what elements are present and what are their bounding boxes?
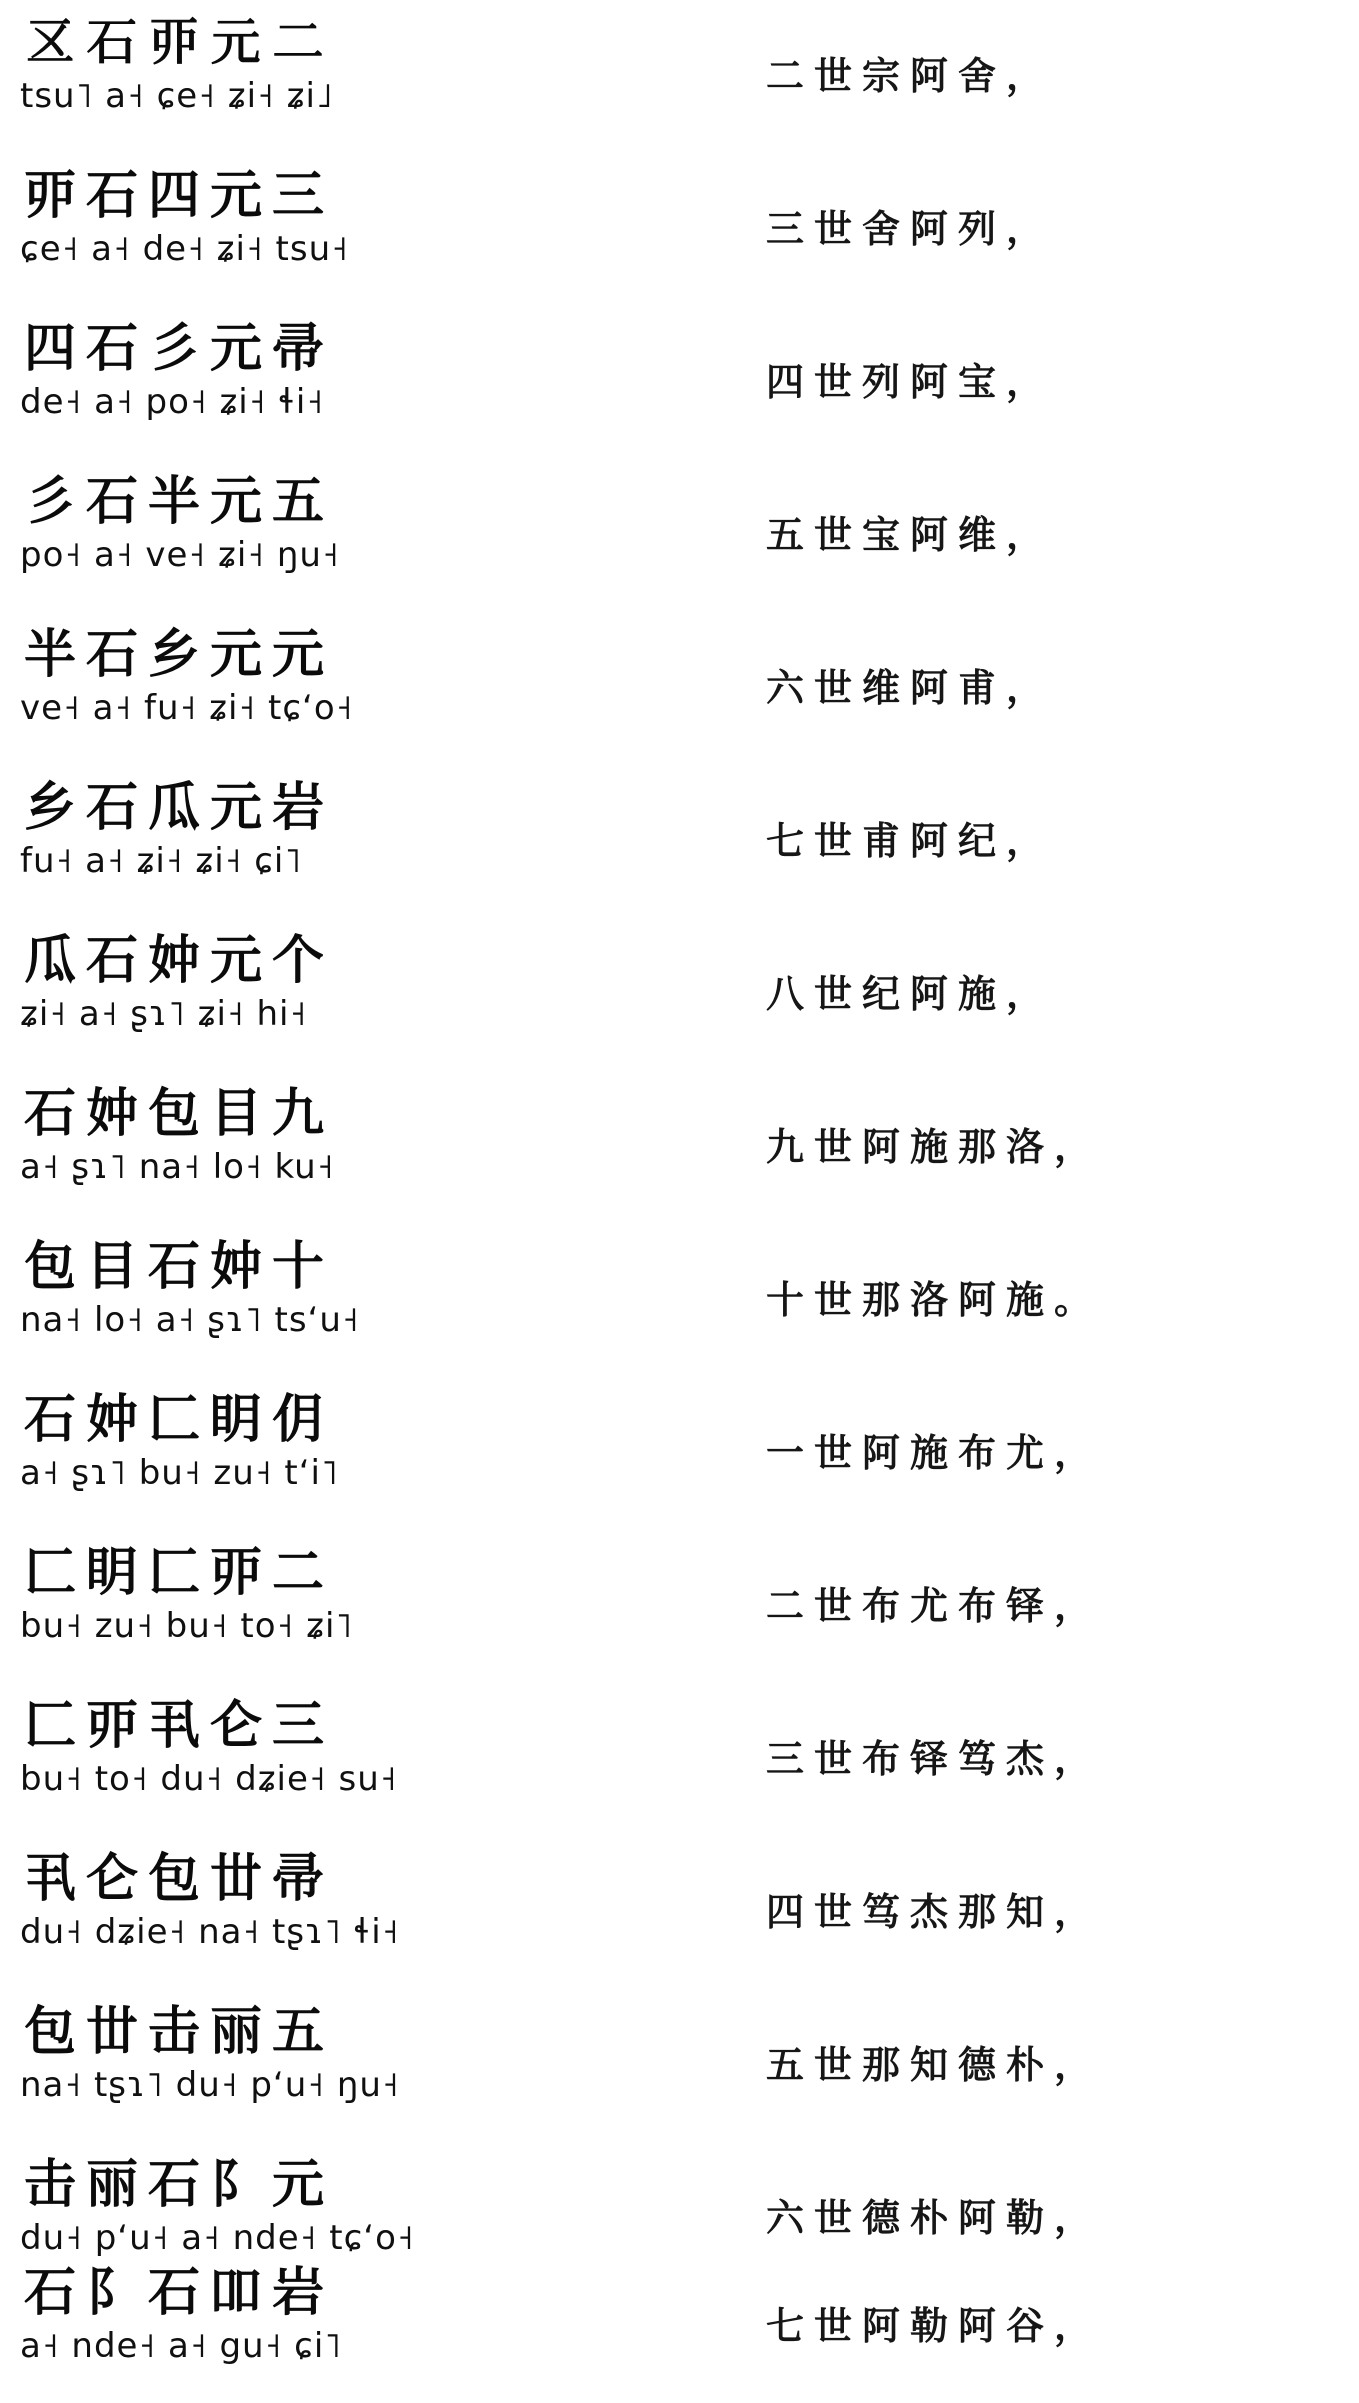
genealogy-row bbox=[0, 153, 1359, 306]
script-cell bbox=[18, 1530, 448, 1683]
chinese-translation: 六世维阿甫， bbox=[766, 666, 1055, 710]
romanization-line: fu˧ a˧ ʑi˧ ʑi˧ ɕi˥ bbox=[20, 841, 303, 881]
chinese-translation: 四世列阿宝， bbox=[766, 360, 1055, 404]
romanization-line: a˧ nde˧ a˧ gu˧ ɕi˥ bbox=[20, 2326, 343, 2366]
romanization-line: ve˧ a˧ fu˧ ʑi˧ tɕʻo˧ bbox=[20, 688, 354, 728]
genealogy-row bbox=[0, 612, 1359, 765]
native-script-line: 丣石四元三 bbox=[24, 165, 335, 226]
romanization-line: bu˧ to˧ du˧ dʑie˧ su˧ bbox=[20, 1759, 398, 1799]
romanization-line: po˧ a˧ ve˧ ʑi˧ ŋu˧ bbox=[20, 535, 340, 575]
romanization-line: du˧ dʑie˧ na˧ tʂɿ˥ ɬi˧ bbox=[20, 1912, 400, 1952]
script-cell bbox=[18, 1989, 448, 2142]
romanization-line: ʑi˧ a˧ ʂɿ˥ ʑi˧ hi˧ bbox=[20, 994, 308, 1034]
chinese-translation: 一世阿施布尤， bbox=[766, 1431, 1103, 1475]
native-script-line: 瓜石妕元个 bbox=[24, 930, 335, 991]
script-cell bbox=[18, 2250, 448, 2403]
script-cell bbox=[18, 765, 448, 918]
genealogy-row bbox=[0, 306, 1359, 459]
script-cell bbox=[18, 0, 448, 153]
romanization-line: na˧ tʂɿ˥ du˧ pʻu˧ ŋu˧ bbox=[20, 2065, 400, 2105]
genealogy-row bbox=[0, 1071, 1359, 1224]
chinese-translation: 四世笃杰那知， bbox=[766, 1890, 1103, 1934]
chinese-translation: 八世纪阿施， bbox=[766, 972, 1055, 1016]
genealogy-row bbox=[0, 1989, 1359, 2142]
native-script-line: 石阝石吅岩 bbox=[24, 2262, 335, 2323]
native-script-line: 匚眀匚丣二 bbox=[24, 1542, 335, 1603]
genealogy-row bbox=[0, 918, 1359, 1071]
native-script-line: 丮仑包丗帚 bbox=[24, 1848, 335, 1909]
chinese-translation: 五世宝阿维， bbox=[766, 513, 1055, 557]
romanization-line: ɕe˧ a˧ de˧ ʑi˧ tsu˧ bbox=[20, 229, 349, 269]
script-cell bbox=[18, 153, 448, 306]
script-cell bbox=[18, 918, 448, 1071]
script-cell bbox=[18, 612, 448, 765]
genealogy-row bbox=[0, 765, 1359, 918]
romanization-line: a˧ ʂɿ˥ bu˧ zu˧ tʻi˥ bbox=[20, 1453, 339, 1493]
chinese-translation: 三世布铎笃杰， bbox=[766, 1737, 1103, 1781]
native-script-line: 石妕包目九 bbox=[24, 1083, 335, 1144]
native-script-line: 半石乡元元 bbox=[24, 624, 335, 685]
genealogy-row bbox=[0, 1683, 1359, 1836]
native-script-line: 乡石瓜元岩 bbox=[24, 777, 335, 838]
chinese-translation: 三世舍阿列， bbox=[766, 207, 1055, 251]
native-script-line: 四石彡元帚 bbox=[24, 318, 335, 379]
script-cell bbox=[18, 1377, 448, 1530]
script-cell bbox=[18, 459, 448, 612]
script-cell bbox=[18, 1836, 448, 1989]
script-cell bbox=[18, 1683, 448, 1836]
romanization-line: na˧ lo˧ a˧ ʂɿ˥ tsʻu˧ bbox=[20, 1300, 360, 1340]
native-script-line: 击丽石阝元 bbox=[24, 2154, 335, 2215]
romanization-line: bu˧ zu˧ bu˧ to˧ ʑi˥ bbox=[20, 1606, 354, 1646]
native-script-line: 包丗击丽五 bbox=[24, 2001, 335, 2062]
genealogy-row bbox=[0, 459, 1359, 612]
chinese-translation: 十世那洛阿施。 bbox=[766, 1278, 1103, 1322]
native-script-line: 石妕匚眀仴 bbox=[24, 1389, 335, 1450]
chinese-translation: 二世布尤布铎， bbox=[766, 1584, 1103, 1628]
romanization-line: a˧ ʂɿ˥ na˧ lo˧ ku˧ bbox=[20, 1147, 335, 1187]
chinese-translation: 六世德朴阿勒， bbox=[766, 2196, 1103, 2240]
romanization-line: de˧ a˧ po˧ ʑi˧ ɬi˧ bbox=[20, 382, 325, 422]
genealogy-row bbox=[0, 1836, 1359, 1989]
chinese-translation: 七世甫阿纪， bbox=[766, 819, 1055, 863]
genealogy-row bbox=[0, 0, 1359, 153]
chinese-translation: 二世宗阿舍， bbox=[766, 54, 1055, 98]
native-script-line: 彡石半元五 bbox=[24, 471, 335, 532]
script-cell bbox=[18, 1071, 448, 1224]
chinese-translation: 七世阿勒阿谷， bbox=[766, 2304, 1103, 2348]
script-cell bbox=[18, 306, 448, 459]
romanization-line: du˧ pʻu˧ a˧ nde˧ tɕʻo˧ bbox=[20, 2218, 415, 2258]
chinese-translation: 五世那知德朴， bbox=[766, 2043, 1103, 2087]
script-cell bbox=[18, 1224, 448, 1377]
chinese-translation: 九世阿施那洛， bbox=[766, 1125, 1103, 1169]
genealogy-row bbox=[0, 1224, 1359, 1377]
genealogy-row bbox=[0, 1530, 1359, 1683]
native-script-line: 包目石妕十 bbox=[24, 1236, 335, 1297]
native-script-line: 匚丣丮仑三 bbox=[24, 1695, 335, 1756]
genealogy-row bbox=[0, 1377, 1359, 1530]
native-script-line: 𠄡石丣元二 bbox=[24, 12, 335, 73]
genealogy-row bbox=[0, 2250, 1359, 2403]
romanization-line: tsu˥ a˧ ɕe˧ ʑi˧ ʑi˩ bbox=[20, 76, 334, 116]
